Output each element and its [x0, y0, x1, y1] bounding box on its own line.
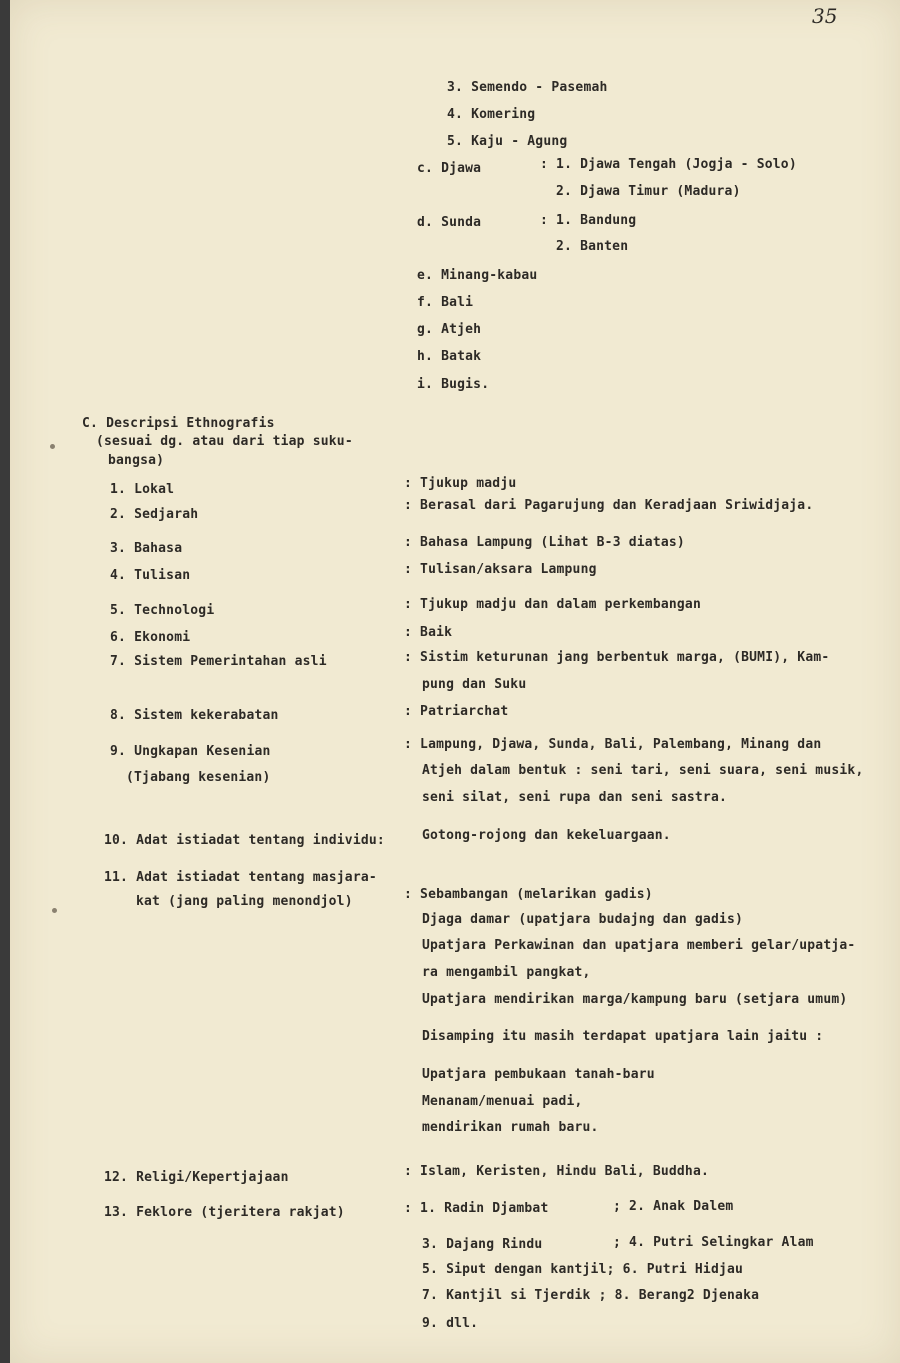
item-label: 12. Religi/Kepertjajaan: [104, 1170, 289, 1185]
item-value-cont: Disamping itu masih terdapat upatjara lain jaitu :: [422, 1029, 824, 1044]
list-item-komering: 4. Komering: [447, 107, 536, 122]
item-value: : Lampung, Djawa, Sunda, Bali, Palembang, Minang dan: [404, 737, 822, 752]
section-c-heading: C. Descripsi Ethnografis: [82, 416, 275, 431]
djawa-sub-2: 2. Djawa Timur (Madura): [556, 184, 741, 199]
item-value-cont: 5. Siput dengan kantjil; 6. Putri Hidjau: [422, 1262, 744, 1277]
item-value-cont: Upatjara Perkawinan dan upatjara memberi gelar/upatja-: [422, 938, 856, 953]
item-value-cont: Menanam/menuai padi,: [422, 1094, 583, 1109]
item-value: : Bahasa Lampung (Lihat B-3 diatas): [404, 535, 685, 550]
item-value-cont: ; 2. Anak Dalem: [613, 1199, 734, 1214]
section-c-subheading-cont: bangsa): [108, 453, 165, 468]
list-item-atjeh: g. Atjeh: [417, 322, 482, 337]
punch-hole-bottom: [52, 908, 57, 913]
item-value-cont: 7. Kantjil si Tjerdik ; 8. Berang2 Djenaka: [422, 1288, 760, 1303]
item-value: : Baik: [404, 625, 453, 640]
item-label: 8. Sistem kekerabatan: [110, 708, 279, 723]
item-label: 10. Adat istiadat tentang individu:: [104, 833, 385, 848]
item-value: : Patriarchat: [404, 704, 509, 719]
item-label: 3. Bahasa: [110, 541, 183, 556]
item-value-cont: ; 4. Putri Selingkar Alam: [613, 1235, 814, 1250]
page-number: 35: [812, 4, 838, 28]
list-item-semendo: 3. Semendo - Pasemah: [447, 80, 608, 95]
item-label: 1. Lokal: [110, 482, 175, 497]
item-value: : Islam, Keristen, Hindu Bali, Buddha.: [404, 1164, 710, 1179]
item-value-cont: 3. Dajang Rindu: [422, 1237, 543, 1252]
item-value-cont: Upatjara pembukaan tanah-baru: [422, 1067, 655, 1082]
item-value-cont: Upatjara mendirikan marga/kampung baru (setjara umum): [422, 992, 848, 1007]
list-item-minangkabau: e. Minang-kabau: [417, 268, 538, 283]
item-value-cont: seni silat, seni rupa dan seni sastra.: [422, 790, 728, 805]
item-value-cont: Atjeh dalam bentuk : seni tari, seni suara, seni musik,: [422, 763, 864, 778]
item-label: 2. Sedjarah: [110, 507, 199, 522]
section-c-subheading: (sesuai dg. atau dari tiap suku-: [96, 434, 353, 449]
item-value-cont: ra mengambil pangkat,: [422, 965, 591, 980]
item-label: 4. Tulisan: [110, 568, 191, 583]
item-value-cont: 9. dll.: [422, 1316, 479, 1331]
list-item-sunda: d. Sunda: [417, 215, 482, 230]
list-item-kaju-agung: 5. Kaju - Agung: [447, 134, 568, 149]
document-page: [10, 0, 900, 1363]
item-value: : Tjukup madju dan dalam perkembangan: [404, 597, 701, 612]
item-value: : Berasal dari Pagarujung dan Keradjaan Sriwidjaja.: [404, 498, 814, 513]
list-item-bali: f. Bali: [417, 295, 474, 310]
item-label: 5. Technologi: [110, 603, 215, 618]
item-value: Gotong-rojong dan kekeluargaan.: [422, 828, 671, 843]
list-item-djawa: c. Djawa: [417, 161, 482, 176]
item-value: : Sebambangan (melarikan gadis): [404, 887, 653, 902]
item-label: 6. Ekonomi: [110, 630, 191, 645]
item-label: 9. Ungkapan Kesenian: [110, 744, 271, 759]
item-value: : 1. Radin Djambat: [404, 1201, 549, 1216]
item-label: 13. Feklore (tjeritera rakjat): [104, 1205, 345, 1220]
sunda-sub-2: 2. Banten: [556, 239, 629, 254]
list-item-batak: h. Batak: [417, 349, 482, 364]
item-label: 11. Adat istiadat tentang masjara-: [104, 870, 377, 885]
item-value: : Tulisan/aksara Lampung: [404, 562, 597, 577]
item-label: 7. Sistem Pemerintahan asli: [110, 654, 327, 669]
item-value-cont: Djaga damar (upatjara budajng dan gadis): [422, 912, 744, 927]
item-label-cont: (Tjabang kesenian): [126, 770, 271, 785]
list-item-bugis: i. Bugis.: [417, 377, 490, 392]
djawa-sub-1: : 1. Djawa Tengah (Jogja - Solo): [540, 157, 797, 172]
item-value: : Tjukup madju: [404, 476, 517, 491]
item-value: : Sistim keturunan jang berbentuk marga, (BUMI), Kam-: [404, 650, 830, 665]
item-label-cont: kat (jang paling menondjol): [136, 894, 353, 909]
sunda-sub-1: : 1. Bandung: [540, 213, 637, 228]
item-value-cont: pung dan Suku: [422, 677, 527, 692]
punch-hole-top: [50, 444, 55, 449]
item-value-cont: mendirikan rumah baru.: [422, 1120, 599, 1135]
